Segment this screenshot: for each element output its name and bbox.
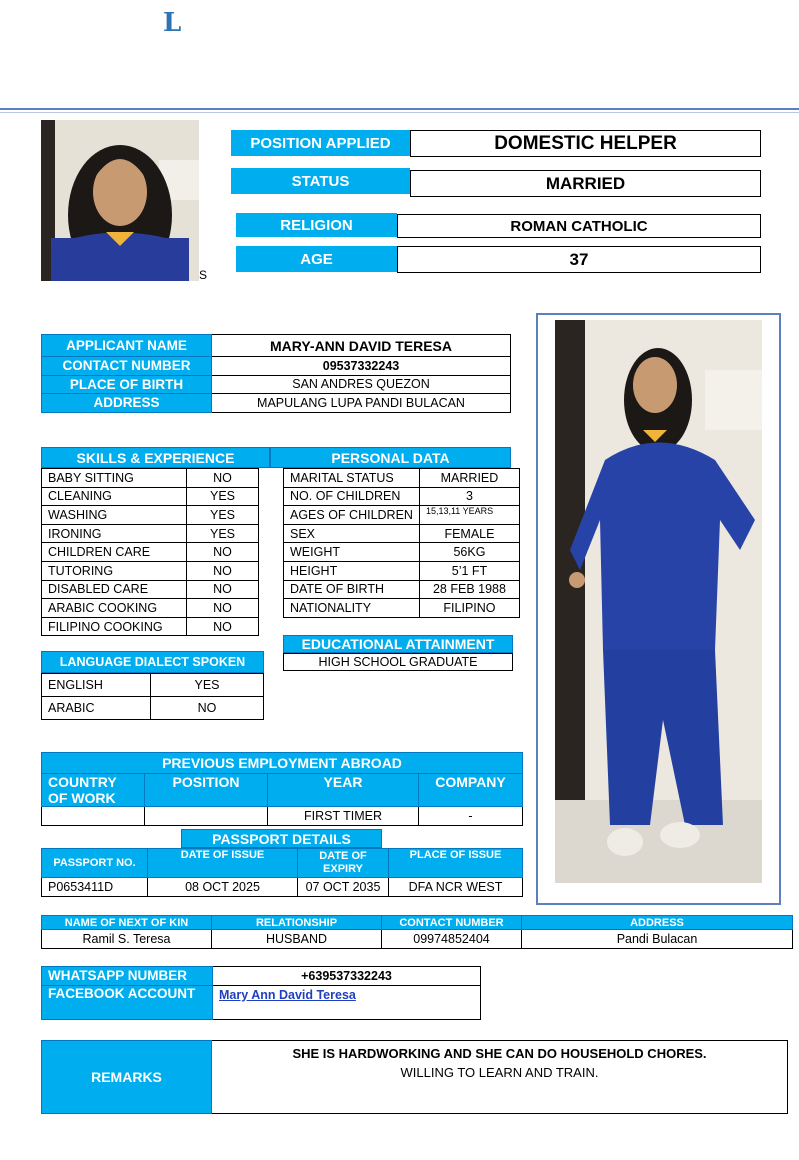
- skill-value: NO: [187, 580, 259, 599]
- employment-title: PREVIOUS EMPLOYMENT ABROAD: [42, 753, 523, 774]
- personal-value: 28 FEB 1988: [419, 580, 519, 599]
- fullbody-photo: [555, 320, 762, 883]
- place-of-birth-label: PLACE OF BIRTH: [42, 375, 212, 394]
- kin-cell: 09974852404: [382, 930, 522, 949]
- position-label: POSITION APPLIED: [231, 130, 410, 156]
- person-photo-icon: [555, 320, 762, 883]
- employment-header: COMPANY: [419, 774, 523, 807]
- table-row: [284, 506, 520, 525]
- religion-label: RELIGION: [236, 213, 397, 237]
- kin-header: CONTACT NUMBER: [382, 916, 522, 930]
- table-row: [42, 807, 523, 826]
- kin-header: RELATIONSHIP: [212, 916, 382, 930]
- passport-title: PASSPORT DETAILS: [181, 829, 382, 848]
- religion-value: ROMAN CATHOLIC: [397, 214, 761, 238]
- header-divider-thin: [0, 112, 799, 113]
- status-value: MARRIED: [410, 170, 761, 197]
- personal-value: MARRIED: [419, 469, 519, 488]
- status-label: STATUS: [231, 168, 410, 194]
- kin-cell: Pandi Bulacan: [522, 930, 793, 949]
- facebook-link[interactable]: Mary Ann David Teresa: [219, 987, 356, 1002]
- age-label: AGE: [236, 246, 397, 272]
- skill-name: CLEANING: [42, 487, 187, 506]
- headshot-photo: [41, 120, 199, 281]
- personal-label: AGES OF CHILDREN: [284, 506, 420, 525]
- kin-header: NAME OF NEXT OF KIN: [42, 916, 212, 930]
- employment-cell: [145, 807, 268, 826]
- table-row: [42, 674, 264, 697]
- table-row: [284, 599, 520, 618]
- header-divider: [0, 108, 799, 110]
- table-row: [42, 561, 259, 580]
- passport-header: DATE OF EXPIRY: [298, 849, 389, 878]
- table-row: [284, 543, 520, 562]
- table-row: [284, 524, 520, 543]
- employment-cell: -: [419, 807, 523, 826]
- remarks-table: [41, 1040, 788, 1114]
- skill-value: NO: [187, 599, 259, 618]
- table-row: [42, 617, 259, 636]
- education-value: HIGH SCHOOL GRADUATE: [283, 653, 513, 671]
- table-row: [42, 487, 259, 506]
- contact-table: [41, 966, 481, 1020]
- language-title: LANGUAGE DIALECT SPOKEN: [41, 651, 264, 673]
- skill-value: YES: [187, 487, 259, 506]
- passport-header: PASSPORT NO.: [42, 849, 148, 878]
- language-name: ENGLISH: [42, 674, 151, 697]
- education-title: EDUCATIONAL ATTAINMENT: [283, 635, 513, 653]
- address-value: MAPULANG LUPA PANDI BULACAN: [212, 394, 511, 413]
- skill-value: NO: [187, 543, 259, 562]
- passport-cell: P0653411D: [42, 878, 148, 897]
- table-row: [284, 487, 520, 506]
- personal-label: HEIGHT: [284, 561, 420, 580]
- personal-value: FEMALE: [419, 524, 519, 543]
- remarks-label: REMARKS: [42, 1041, 212, 1114]
- person-photo-icon: [41, 120, 199, 281]
- contact-number-value: 09537332243: [212, 357, 511, 376]
- employment-cell: FIRST TIMER: [268, 807, 419, 826]
- skills-title: SKILLS & EXPERIENCE: [41, 447, 270, 468]
- address-label: ADDRESS: [42, 394, 212, 413]
- personal-label: NATIONALITY: [284, 599, 420, 618]
- skill-name: IRONING: [42, 524, 187, 543]
- personal-value: 15,13,11 YEARS: [419, 506, 519, 525]
- personal-value: FILIPINO: [419, 599, 519, 618]
- personal-label: SEX: [284, 524, 420, 543]
- passport-header: PLACE OF ISSUE: [389, 849, 523, 878]
- skill-value: NO: [187, 469, 259, 488]
- skill-name: BABY SITTING: [42, 469, 187, 488]
- passport-header: DATE OF ISSUE: [148, 849, 298, 878]
- remarks-line1: SHE IS HARDWORKING AND SHE CAN DO HOUSEHOLD CHORES.: [292, 1046, 707, 1061]
- applicant-name-value: MARY-ANN DAVID TERESA: [212, 335, 511, 357]
- table-row: [42, 599, 259, 618]
- personal-title: PERSONAL DATA: [270, 447, 511, 468]
- passport-cell: 08 OCT 2025: [148, 878, 298, 897]
- kin-header: ADDRESS: [522, 916, 793, 930]
- kin-table: [41, 915, 793, 949]
- employment-cell: [42, 807, 145, 826]
- skill-value: NO: [187, 617, 259, 636]
- remarks-line2: WILLING TO LEARN AND TRAIN.: [400, 1065, 599, 1080]
- table-row: [42, 469, 259, 488]
- language-name: ARABIC: [42, 697, 151, 720]
- personal-value: 3: [419, 487, 519, 506]
- skill-name: ARABIC COOKING: [42, 599, 187, 618]
- personal-label: MARITAL STATUS: [284, 469, 420, 488]
- skill-name: CHILDREN CARE: [42, 543, 187, 562]
- passport-cell: 07 OCT 2035: [298, 878, 389, 897]
- skill-name: DISABLED CARE: [42, 580, 187, 599]
- skill-name: WASHING: [42, 506, 187, 525]
- skill-value: YES: [187, 524, 259, 543]
- language-value: YES: [151, 674, 264, 697]
- table-row: [42, 524, 259, 543]
- passport-table: [41, 848, 523, 897]
- skill-value: NO: [187, 561, 259, 580]
- table-row: [284, 580, 520, 599]
- personal-table: [283, 468, 520, 618]
- employment-table: [41, 752, 523, 826]
- table-row: [284, 561, 520, 580]
- language-value: NO: [151, 697, 264, 720]
- skill-name: FILIPINO COOKING: [42, 617, 187, 636]
- employment-header: YEAR: [268, 774, 419, 807]
- position-value: DOMESTIC HELPER: [410, 130, 761, 157]
- skills-table: [41, 468, 259, 636]
- kin-cell: HUSBAND: [212, 930, 382, 949]
- employment-header: COUNTRY OF WORK: [42, 774, 145, 807]
- personal-value: 56KG: [419, 543, 519, 562]
- table-row: [42, 697, 264, 720]
- whatsapp-value: +639537332243: [213, 967, 481, 986]
- whatsapp-label: WHATSAPP NUMBER: [42, 967, 213, 986]
- personal-label: DATE OF BIRTH: [284, 580, 420, 599]
- skill-name: TUTORING: [42, 561, 187, 580]
- kin-cell: Ramil S. Teresa: [42, 930, 212, 949]
- company-logo: L: [163, 8, 182, 38]
- table-row: [42, 506, 259, 525]
- employment-header: POSITION: [145, 774, 268, 807]
- personal-label: NO. OF CHILDREN: [284, 487, 420, 506]
- contact-number-label: CONTACT NUMBER: [42, 357, 212, 376]
- table-row: [42, 930, 793, 949]
- skill-value: YES: [187, 506, 259, 525]
- age-value: 37: [397, 246, 761, 273]
- table-row: [42, 543, 259, 562]
- table-row: [42, 878, 523, 897]
- personal-value: 5’1 FT: [419, 561, 519, 580]
- place-of-birth-value: SAN ANDRES QUEZON: [212, 375, 511, 394]
- language-table: [41, 673, 264, 720]
- stray-char: S: [199, 268, 208, 282]
- passport-cell: DFA NCR WEST: [389, 878, 523, 897]
- facebook-label: FACEBOOK ACCOUNT: [42, 985, 213, 1019]
- applicant-table: [41, 334, 511, 413]
- personal-label: WEIGHT: [284, 543, 420, 562]
- table-row: [284, 469, 520, 488]
- applicant-name-label: APPLICANT NAME: [42, 335, 212, 357]
- table-row: [42, 580, 259, 599]
